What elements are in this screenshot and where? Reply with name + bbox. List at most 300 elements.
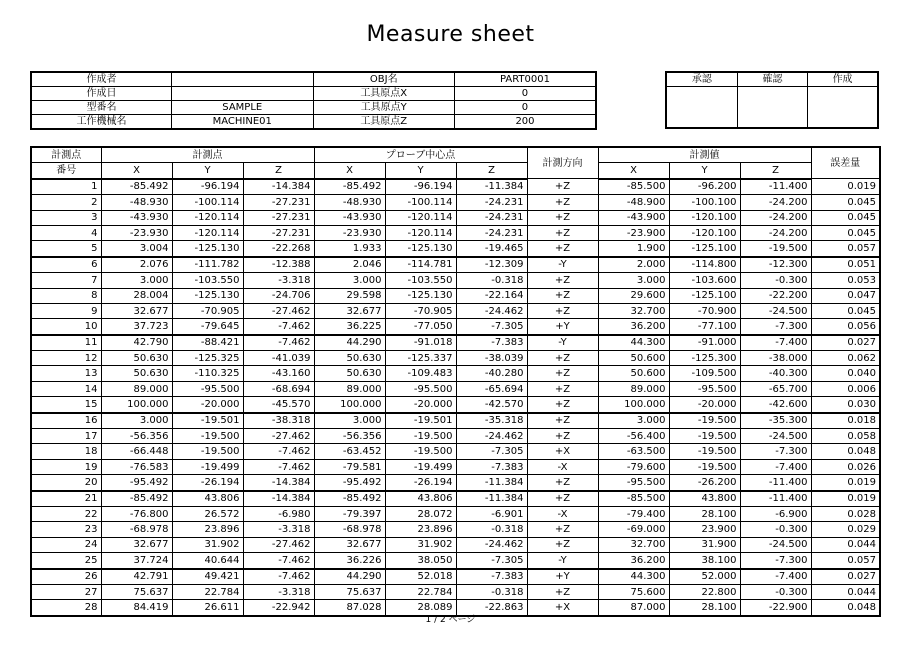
approval-stamp-approve: [666, 87, 737, 129]
cell-point-no: 17: [31, 429, 101, 444]
cell-mp-x: -85.492: [101, 179, 172, 195]
cell-direction: +Z: [527, 241, 598, 257]
cell-direction: -Y: [527, 257, 598, 273]
cell-pc-y: 38.050: [385, 553, 456, 569]
cell-direction: +Y: [527, 319, 598, 335]
cell-direction: +Z: [527, 351, 598, 366]
cell-error: 0.057: [811, 553, 880, 569]
table-row: [31, 397, 880, 413]
cell-pc-y: 28.089: [385, 600, 456, 616]
cell-pc-z: -24.462: [456, 429, 527, 444]
approval-stamp-check: [737, 87, 807, 129]
cell-point-no: 3: [31, 210, 101, 225]
cell-pc-x: 3.000: [314, 413, 385, 429]
cell-mp-z: -14.384: [243, 491, 314, 507]
cell-mp-x: 3.004: [101, 241, 172, 257]
cell-mv-y: -120.100: [669, 225, 740, 240]
cell-mp-y: 22.784: [172, 584, 243, 599]
cell-pc-z: -24.231: [456, 225, 527, 240]
cell-mp-z: -6.980: [243, 506, 314, 521]
cell-pc-z: -12.309: [456, 257, 527, 273]
table-row: [31, 179, 880, 195]
header-pc-y: Y: [385, 163, 456, 179]
page-number: 1 / 2 ページ: [425, 615, 476, 625]
approval-header-check: 確認: [737, 72, 807, 87]
cell-error: 0.026: [811, 459, 880, 474]
cell-mv-y: -19.500: [669, 459, 740, 474]
info-label: 工具原点Y: [313, 101, 454, 115]
cell-pc-z: -0.318: [456, 273, 527, 288]
header-mv-y: Y: [669, 163, 740, 179]
cell-mv-y: 31.900: [669, 537, 740, 552]
cell-mv-y: -19.500: [669, 429, 740, 444]
cell-mv-x: 3.000: [598, 413, 669, 429]
cell-mp-x: 84.419: [101, 600, 172, 616]
header-mp-z: Z: [243, 163, 314, 179]
measurement-table: [30, 146, 881, 617]
cell-error: 0.048: [811, 600, 880, 616]
cell-mv-x: -79.400: [598, 506, 669, 521]
cell-pc-y: -125.130: [385, 241, 456, 257]
cell-mp-y: -103.550: [172, 273, 243, 288]
cell-pc-x: 75.637: [314, 584, 385, 599]
table-row: [31, 429, 880, 444]
cell-direction: +Z: [527, 303, 598, 318]
cell-pc-x: 2.046: [314, 257, 385, 273]
cell-mp-x: 2.076: [101, 257, 172, 273]
cell-mv-z: -38.000: [740, 351, 811, 366]
cell-pc-z: -7.383: [456, 459, 527, 474]
cell-mp-z: -7.462: [243, 319, 314, 335]
info-row: [31, 72, 596, 87]
cell-pc-z: -65.694: [456, 381, 527, 396]
cell-mv-x: -79.600: [598, 459, 669, 474]
cell-mv-z: -24.200: [740, 210, 811, 225]
cell-pc-z: -22.164: [456, 288, 527, 303]
cell-mv-y: -26.200: [669, 475, 740, 491]
cell-pc-x: 50.630: [314, 366, 385, 381]
cell-mv-x: 89.000: [598, 381, 669, 396]
cell-mp-y: -19.500: [172, 444, 243, 459]
info-row: [31, 115, 596, 130]
cell-pc-x: 36.225: [314, 319, 385, 335]
cell-mp-z: -27.462: [243, 537, 314, 552]
cell-mp-y: 26.611: [172, 600, 243, 616]
cell-mp-x: -23.930: [101, 225, 172, 240]
cell-mp-z: -7.462: [243, 459, 314, 474]
cell-direction: +Z: [527, 429, 598, 444]
info-value: [171, 87, 313, 101]
cell-point-no: 27: [31, 584, 101, 599]
cell-pc-y: 23.896: [385, 522, 456, 537]
cell-mp-z: -43.160: [243, 366, 314, 381]
table-row: [31, 506, 880, 521]
cell-pc-x: 89.000: [314, 381, 385, 396]
cell-direction: +Z: [527, 288, 598, 303]
cell-pc-z: -11.384: [456, 491, 527, 507]
cell-mv-x: -63.500: [598, 444, 669, 459]
cell-mp-z: -27.231: [243, 225, 314, 240]
cell-mv-x: -56.400: [598, 429, 669, 444]
cell-mp-z: -45.570: [243, 397, 314, 413]
cell-mp-x: -85.492: [101, 491, 172, 507]
cell-pc-x: -79.397: [314, 506, 385, 521]
cell-direction: +Z: [527, 537, 598, 552]
cell-direction: +Z: [527, 273, 598, 288]
table-row: [31, 225, 880, 240]
cell-pc-y: -19.499: [385, 459, 456, 474]
cell-mp-y: -26.194: [172, 475, 243, 491]
cell-direction: -X: [527, 459, 598, 474]
cell-point-no: 18: [31, 444, 101, 459]
cell-direction: -X: [527, 506, 598, 521]
cell-mp-z: -7.462: [243, 335, 314, 351]
cell-pc-y: -103.550: [385, 273, 456, 288]
cell-pc-z: -11.384: [456, 179, 527, 195]
cell-mp-x: -76.583: [101, 459, 172, 474]
info-value: 0: [454, 101, 596, 115]
cell-mv-y: -96.200: [669, 179, 740, 195]
cell-mv-y: 52.000: [669, 569, 740, 585]
cell-point-no: 2: [31, 195, 101, 210]
cell-mp-x: 3.000: [101, 413, 172, 429]
cell-mv-z: -19.500: [740, 241, 811, 257]
cell-mp-y: -79.645: [172, 319, 243, 335]
cell-point-no: 24: [31, 537, 101, 552]
info-label: 工作機械名: [31, 115, 171, 130]
cell-mv-x: 1.900: [598, 241, 669, 257]
header-point-no-top: 計測点: [31, 147, 101, 163]
table-row: [31, 475, 880, 491]
cell-error: 0.006: [811, 381, 880, 396]
table-row: [31, 366, 880, 381]
info-row: [31, 87, 596, 101]
cell-mv-z: -11.400: [740, 475, 811, 491]
cell-mp-x: -68.978: [101, 522, 172, 537]
cell-pc-y: -19.501: [385, 413, 456, 429]
cell-pc-y: -95.500: [385, 381, 456, 396]
cell-mp-y: 40.644: [172, 553, 243, 569]
cell-mv-z: -6.900: [740, 506, 811, 521]
cell-pc-x: -63.452: [314, 444, 385, 459]
cell-mp-y: -110.325: [172, 366, 243, 381]
cell-mv-x: -95.500: [598, 475, 669, 491]
cell-direction: +X: [527, 444, 598, 459]
cell-mv-z: -22.200: [740, 288, 811, 303]
cell-pc-z: -19.465: [456, 241, 527, 257]
cell-mp-y: -19.501: [172, 413, 243, 429]
cell-direction: +X: [527, 600, 598, 616]
cell-mp-x: -66.448: [101, 444, 172, 459]
cell-error: 0.028: [811, 506, 880, 521]
cell-mv-x: 50.600: [598, 351, 669, 366]
cell-error: 0.045: [811, 195, 880, 210]
header-mv-z: Z: [740, 163, 811, 179]
cell-mp-z: -27.231: [243, 210, 314, 225]
table-row: [31, 522, 880, 537]
cell-mv-x: -23.900: [598, 225, 669, 240]
cell-pc-y: -120.114: [385, 225, 456, 240]
info-value: SAMPLE: [171, 101, 313, 115]
info-value: 200: [454, 115, 596, 130]
cell-point-no: 28: [31, 600, 101, 616]
cell-mv-x: 87.000: [598, 600, 669, 616]
cell-pc-x: -68.978: [314, 522, 385, 537]
cell-mv-x: 100.000: [598, 397, 669, 413]
cell-mv-y: 28.100: [669, 506, 740, 521]
cell-mp-x: 42.790: [101, 335, 172, 351]
table-row: [31, 444, 880, 459]
cell-direction: +Z: [527, 584, 598, 599]
table-row: [31, 195, 880, 210]
info-value: [171, 72, 313, 87]
cell-point-no: 22: [31, 506, 101, 521]
cell-point-no: 19: [31, 459, 101, 474]
table-row: [31, 210, 880, 225]
cell-mp-x: 37.723: [101, 319, 172, 335]
cell-direction: +Z: [527, 381, 598, 396]
cell-pc-x: -43.930: [314, 210, 385, 225]
cell-mv-z: -7.300: [740, 444, 811, 459]
cell-mp-x: -56.356: [101, 429, 172, 444]
cell-mv-z: -24.200: [740, 225, 811, 240]
info-row: [31, 101, 596, 115]
cell-pc-z: -24.231: [456, 210, 527, 225]
cell-mp-x: 28.004: [101, 288, 172, 303]
table-row: [31, 257, 880, 273]
cell-mv-y: 22.800: [669, 584, 740, 599]
info-label: OBJ名: [313, 72, 454, 87]
cell-error: 0.029: [811, 522, 880, 537]
cell-mv-z: -7.400: [740, 335, 811, 351]
cell-mp-z: -27.231: [243, 195, 314, 210]
cell-pc-z: -7.305: [456, 553, 527, 569]
cell-pc-z: -7.305: [456, 444, 527, 459]
cell-mp-x: 75.637: [101, 584, 172, 599]
cell-mp-x: 3.000: [101, 273, 172, 288]
cell-mv-x: 50.600: [598, 366, 669, 381]
cell-pc-y: 52.018: [385, 569, 456, 585]
cell-error: 0.056: [811, 319, 880, 335]
cell-mv-y: -100.100: [669, 195, 740, 210]
cell-mv-y: -95.500: [669, 381, 740, 396]
cell-mp-y: -120.114: [172, 210, 243, 225]
cell-mp-z: -14.384: [243, 475, 314, 491]
cell-mv-x: -85.500: [598, 179, 669, 195]
cell-mp-y: -19.499: [172, 459, 243, 474]
cell-mp-y: -96.194: [172, 179, 243, 195]
cell-mv-y: -70.900: [669, 303, 740, 318]
cell-pc-z: -7.305: [456, 319, 527, 335]
cell-mp-y: -125.130: [172, 241, 243, 257]
cell-mv-z: -11.400: [740, 179, 811, 195]
cell-mv-z: -24.200: [740, 195, 811, 210]
header-probe-center: プローブ中心点: [314, 147, 527, 163]
cell-mv-x: -48.900: [598, 195, 669, 210]
cell-mv-x: 29.600: [598, 288, 669, 303]
cell-mp-z: -3.318: [243, 273, 314, 288]
cell-mp-z: -22.268: [243, 241, 314, 257]
cell-mp-y: -125.325: [172, 351, 243, 366]
header-mv-x: X: [598, 163, 669, 179]
cell-pc-y: 22.784: [385, 584, 456, 599]
cell-pc-y: -120.114: [385, 210, 456, 225]
cell-mv-y: -120.100: [669, 210, 740, 225]
cell-mp-y: -120.114: [172, 225, 243, 240]
cell-mv-z: -7.400: [740, 459, 811, 474]
cell-mp-x: -48.930: [101, 195, 172, 210]
cell-pc-x: -48.930: [314, 195, 385, 210]
cell-pc-y: -96.194: [385, 179, 456, 195]
approval-stamp-create: [808, 87, 878, 129]
cell-mv-x: 2.000: [598, 257, 669, 273]
cell-pc-z: -42.570: [456, 397, 527, 413]
cell-mv-y: -19.500: [669, 413, 740, 429]
cell-pc-z: -7.383: [456, 335, 527, 351]
info-value: MACHINE01: [171, 115, 313, 130]
info-value: 0: [454, 87, 596, 101]
cell-pc-z: -38.039: [456, 351, 527, 366]
cell-mv-z: -7.300: [740, 553, 811, 569]
cell-point-no: 26: [31, 569, 101, 585]
cell-direction: +Z: [527, 491, 598, 507]
cell-mp-y: -111.782: [172, 257, 243, 273]
cell-pc-y: 43.806: [385, 491, 456, 507]
cell-error: 0.044: [811, 584, 880, 599]
cell-pc-y: 31.902: [385, 537, 456, 552]
cell-mp-z: -22.942: [243, 600, 314, 616]
header-pc-x: X: [314, 163, 385, 179]
cell-direction: +Z: [527, 210, 598, 225]
cell-pc-x: 50.630: [314, 351, 385, 366]
header-error: 誤差量: [811, 147, 880, 179]
header-point-no-bottom: 番号: [31, 163, 101, 179]
cell-mp-z: -3.318: [243, 522, 314, 537]
info-label: 作成日: [31, 87, 171, 101]
cell-error: 0.027: [811, 335, 880, 351]
cell-point-no: 23: [31, 522, 101, 537]
cell-error: 0.045: [811, 210, 880, 225]
cell-mp-z: -7.462: [243, 553, 314, 569]
cell-mv-z: -11.400: [740, 491, 811, 507]
cell-mp-x: -43.930: [101, 210, 172, 225]
cell-direction: +Z: [527, 195, 598, 210]
header-measure-point: 計測点: [101, 147, 314, 163]
cell-point-no: 25: [31, 553, 101, 569]
table-row: [31, 381, 880, 396]
cell-error: 0.047: [811, 288, 880, 303]
cell-pc-z: -0.318: [456, 584, 527, 599]
cell-mp-y: -125.130: [172, 288, 243, 303]
cell-point-no: 1: [31, 179, 101, 195]
cell-pc-z: -6.901: [456, 506, 527, 521]
cell-mp-z: -27.462: [243, 303, 314, 318]
cell-pc-x: 32.677: [314, 537, 385, 552]
cell-pc-y: -19.500: [385, 429, 456, 444]
cell-pc-y: -109.483: [385, 366, 456, 381]
cell-mv-x: -69.000: [598, 522, 669, 537]
cell-pc-y: -19.500: [385, 444, 456, 459]
table-row: [31, 569, 880, 585]
cell-mp-y: 49.421: [172, 569, 243, 585]
cell-mv-y: -109.500: [669, 366, 740, 381]
info-table: [30, 71, 597, 130]
cell-direction: +Z: [527, 397, 598, 413]
cell-direction: -Y: [527, 553, 598, 569]
cell-mv-z: -7.300: [740, 319, 811, 335]
cell-pc-x: -95.492: [314, 475, 385, 491]
cell-mp-z: -41.039: [243, 351, 314, 366]
cell-mp-z: -3.318: [243, 584, 314, 599]
cell-error: 0.057: [811, 241, 880, 257]
cell-mv-y: -91.000: [669, 335, 740, 351]
cell-mv-z: -24.500: [740, 429, 811, 444]
table-row: [31, 319, 880, 335]
cell-mv-x: 75.600: [598, 584, 669, 599]
approval-header-create: 作成: [808, 72, 878, 87]
cell-error: 0.044: [811, 537, 880, 552]
cell-pc-z: -35.318: [456, 413, 527, 429]
cell-mv-y: 28.100: [669, 600, 740, 616]
cell-mv-z: -7.400: [740, 569, 811, 585]
cell-direction: +Z: [527, 475, 598, 491]
cell-mv-x: -43.900: [598, 210, 669, 225]
cell-mp-x: -76.800: [101, 506, 172, 521]
cell-mp-z: -27.462: [243, 429, 314, 444]
info-label: 工具原点X: [313, 87, 454, 101]
cell-pc-x: -23.930: [314, 225, 385, 240]
cell-mp-y: -20.000: [172, 397, 243, 413]
table-row: [31, 241, 880, 257]
cell-mp-z: -7.462: [243, 569, 314, 585]
cell-point-no: 16: [31, 413, 101, 429]
cell-mv-y: 23.900: [669, 522, 740, 537]
table-row: [31, 288, 880, 303]
cell-pc-y: -77.050: [385, 319, 456, 335]
cell-mp-x: 89.000: [101, 381, 172, 396]
cell-mv-z: -22.900: [740, 600, 811, 616]
header-direction: 計測方向: [527, 147, 598, 179]
cell-point-no: 8: [31, 288, 101, 303]
header-mp-x: X: [101, 163, 172, 179]
cell-point-no: 14: [31, 381, 101, 396]
page-title: Measure sheet: [366, 22, 535, 47]
cell-pc-y: -20.000: [385, 397, 456, 413]
cell-point-no: 10: [31, 319, 101, 335]
cell-pc-x: 44.290: [314, 569, 385, 585]
cell-error: 0.045: [811, 225, 880, 240]
cell-point-no: 13: [31, 366, 101, 381]
cell-mp-y: -19.500: [172, 429, 243, 444]
cell-mp-x: 50.630: [101, 351, 172, 366]
cell-mv-x: 36.200: [598, 319, 669, 335]
cell-pc-x: 87.028: [314, 600, 385, 616]
cell-mv-x: -85.500: [598, 491, 669, 507]
table-row: [31, 459, 880, 474]
cell-pc-x: 1.933: [314, 241, 385, 257]
cell-error: 0.027: [811, 569, 880, 585]
cell-pc-x: 100.000: [314, 397, 385, 413]
approval-header-approve: 承認: [666, 72, 737, 87]
cell-mv-x: 44.300: [598, 335, 669, 351]
cell-pc-x: -85.492: [314, 491, 385, 507]
cell-mp-y: -70.905: [172, 303, 243, 318]
cell-error: 0.048: [811, 444, 880, 459]
cell-mv-y: -19.500: [669, 444, 740, 459]
cell-pc-y: -114.781: [385, 257, 456, 273]
cell-direction: +Z: [527, 366, 598, 381]
cell-mp-x: 50.630: [101, 366, 172, 381]
